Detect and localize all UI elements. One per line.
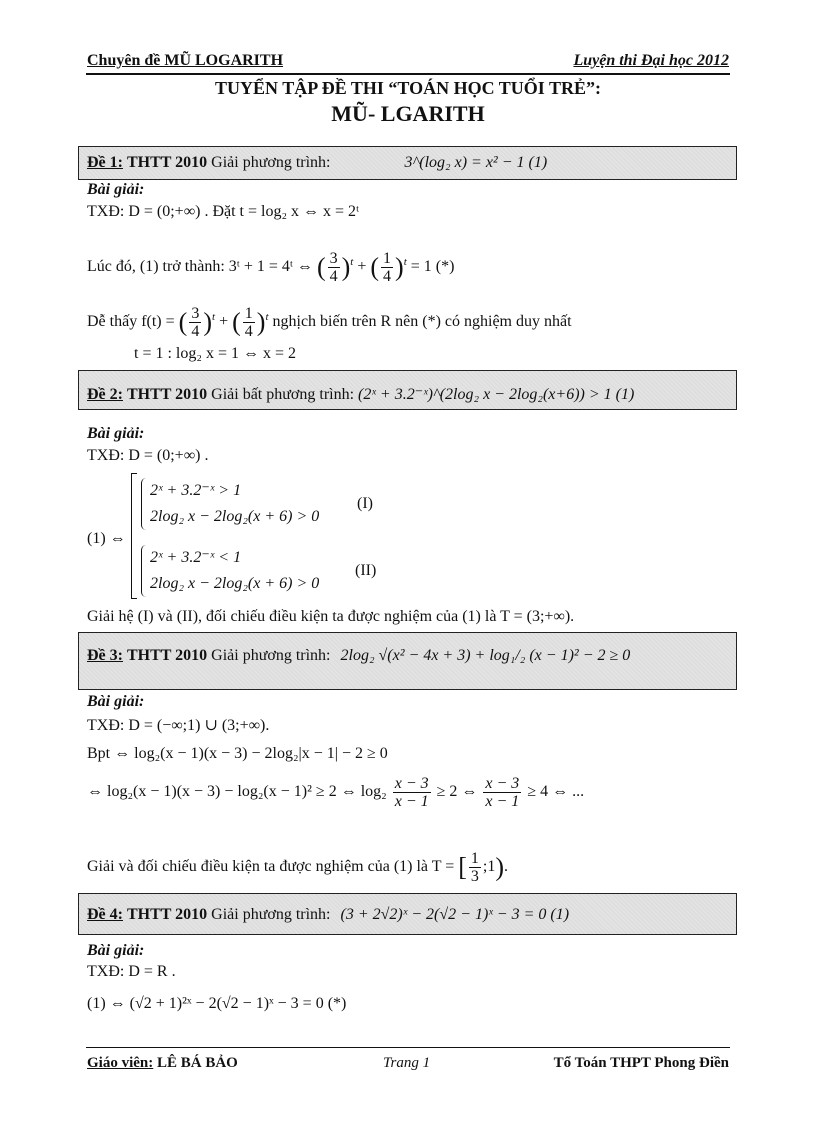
page-subtitle: MŨ- LGARITH: [331, 101, 485, 126]
frac-num: 1: [470, 850, 479, 867]
frac-den: 3: [470, 868, 479, 885]
solution-2-label: Bài giải:: [87, 425, 145, 442]
solution-1-line-3-end: nghịch biến trên R nên (*) có nghiệm duy nhất: [272, 313, 572, 331]
problem-2-equation: (2ˣ + 3.2⁻ˣ)^(2log₂ x − 2log₂(x+6)) > 1 (1): [358, 386, 635, 403]
solution-1-line-2-end: = 1 (*): [410, 258, 455, 276]
page-number: Trang 1: [383, 1055, 431, 1071]
solution-2-bracket: [131, 473, 132, 599]
problem-2-label: Đề 2:: [87, 386, 123, 403]
frac-three-quarters: [189, 305, 201, 340]
system-2-eq-1: 2ˣ + 3.2⁻ˣ < 1: [150, 549, 242, 566]
solution-1-line-2: Lúc đó, (1) trở thành: 3ᵗ + 1 = 4ᵗ ⇔ ( $\frac{3}{4}$ )$^t$ + ( $\frac{1}{4}$ )$^t$ = 1 (*): [87, 250, 455, 285]
frac-one-quarter: [381, 250, 393, 285]
paren-close: ): [395, 252, 404, 282]
solution-1-line-3-text: Dễ thấy f(t) =: [87, 313, 175, 331]
solution-3-line-1: TXĐ: D = (−∞;1) ∪ (3;+∞).: [87, 717, 270, 734]
solution-4-line-1: TXĐ: D = R .: [87, 963, 176, 980]
paren-open: (: [316, 252, 326, 282]
solution-3-conclusion: Giải và đối chiếu điều kiện ta được nghiệm của (1) là T = [ $\frac{1}{3}$ ;1).: [87, 850, 509, 885]
footer-teacher-name: LÊ BÁ BẢO: [157, 1055, 238, 1071]
paren-open: (: [178, 307, 188, 337]
problem-2-box: [78, 370, 737, 410]
problem-1-box: [78, 146, 737, 180]
bracket-bottom: [131, 598, 137, 599]
frac-log-ratio: [393, 775, 431, 810]
solution-3-conclusion-text: Giải và đối chiếu điều kiện ta được nghiệm của (1) là T =: [87, 858, 455, 876]
bracket-open: [: [458, 852, 467, 882]
bracket-top: [131, 473, 137, 474]
paren-close: ): [341, 252, 351, 282]
frac-num: x − 3: [485, 775, 520, 792]
system-2-brace: [141, 545, 146, 597]
problem-1-source: THTT 2010: [126, 154, 208, 171]
solution-2-conclusion: Giải hệ (I) và (II), đối chiếu điều kiện ta được nghiệm của (1) là T = (3;+∞).: [87, 608, 575, 625]
problem-4-equation: (3 + 2√2)ˣ − 2(√2 − 1)ˣ − 3 = 0 (1): [340, 906, 570, 923]
problem-1-label: Đề 1:: [87, 154, 123, 171]
problem-2-task: Giải bất phương trình:: [211, 386, 355, 403]
solution-1-label: Bài giải:: [87, 181, 145, 198]
problem-3-label: Đề 3:: [87, 647, 123, 664]
solution-4-label: Bài giải:: [87, 942, 145, 959]
footer-school: Tổ Toán THPT Phong Điền: [553, 1055, 729, 1071]
frac-den: 4: [329, 268, 338, 285]
frac-den: 4: [244, 323, 253, 340]
problem-3-task: Giải phương trình:: [211, 647, 331, 664]
paren-open: (: [370, 252, 380, 282]
system-1-label: (I): [357, 495, 373, 512]
frac-one-quarter: [243, 305, 255, 340]
frac-three-quarters: [328, 250, 340, 285]
solution-1-line-2-text: Lúc đó, (1) trở thành: 3ᵗ + 1 = 4ᵗ ⇔: [87, 258, 313, 276]
problem-4-box: [78, 893, 737, 935]
frac-den: 4: [191, 323, 200, 340]
frac-ratio: [483, 775, 521, 810]
solution-3-line-3: [87, 775, 584, 810]
problem-3-box: [78, 632, 737, 690]
problem-3-equation: 2log₂ √(x² − 4x + 3) + log₁/₂ (x − 1)² − 2 ≥ 0: [340, 647, 631, 664]
frac-num: x − 3: [394, 775, 429, 792]
solution-1-line-4: t = 1 : log₂ x = 1 ⇔ x = 2: [134, 345, 296, 362]
problem-4-source: THTT 2010: [126, 906, 208, 923]
solution-3-line-3-mid: ≥ 2 ⇔: [436, 783, 478, 801]
footer-teacher-label: Giáo viên:: [87, 1055, 154, 1071]
frac-den: 4: [383, 268, 392, 285]
solution-2-line-1: TXĐ: D = (0;+∞) .: [87, 447, 209, 464]
solution-1-line-1: TXĐ: D = (0;+∞) . Đặt t = log₂ x ⇔ x = 2ᵗ: [87, 203, 360, 220]
frac-den: x − 1: [485, 793, 520, 810]
system-2-label: (II): [355, 562, 377, 579]
problem-4-task: Giải phương trình:: [211, 906, 331, 923]
footer-teacher: [87, 1055, 238, 1072]
solution-3-line-3-end: ≥ 4 ⇔ ...: [527, 783, 585, 801]
system-1-eq-1: 2ˣ + 3.2⁻ˣ > 1: [150, 482, 242, 499]
problem-1-equation: 3^(log₂ x) = x² − 1 (1): [404, 154, 548, 171]
frac-num: 3: [329, 250, 338, 267]
solution-3-line-3-text: ⇔ log₂(x − 1)(x − 3) − log₂(x − 1)² ≥ 2 ⇔ log₂: [87, 783, 387, 801]
solution-3-line-2: Bpt ⇔ log₂(x − 1)(x − 3) − 2log₂|x − 1| − 2 ≥ 0: [87, 745, 388, 762]
frac-one-third: [469, 850, 481, 885]
page-title: TUYỂN TẬP ĐỀ THI “TOÁN HỌC TUỔI TRẺ”:: [215, 78, 601, 98]
solution-4-line-2: (1) ⇔ (√2 + 1)²ˣ − 2(√2 − 1)ˣ − 3 = 0 (*): [87, 995, 347, 1012]
system-1-brace: [141, 478, 146, 530]
paren-open: (: [232, 307, 241, 337]
problem-2-source: THTT 2010: [126, 386, 208, 403]
header-right: Luyện thi Đại học 2012: [573, 52, 729, 69]
problem-1-task: Giải phương trình:: [211, 154, 331, 171]
footer-divider: [86, 1047, 730, 1048]
frac-num: 3: [191, 305, 200, 322]
header-left: Chuyên đề MŨ LOGARITH: [87, 52, 284, 69]
frac-den: x − 1: [394, 793, 429, 810]
system-1-eq-2: 2log₂ x − 2log₂(x + 6) > 0: [150, 508, 320, 525]
interval-end: ;1: [482, 858, 496, 876]
frac-num: 1: [383, 250, 392, 267]
problem-3-source: THTT 2010: [126, 647, 208, 664]
paren-close: ): [256, 307, 266, 337]
solution-1-line-3: Dễ thấy f(t) = ( $\frac{3}{4}$ )$^t$ + ( $\frac{1}{4}$ )$^t$ nghịch biến trên R nên (*) có nghiệm duy nhất: [87, 305, 572, 340]
solution-2-equiv: (1) ⇔: [87, 530, 126, 547]
problem-4-label: Đề 4:: [87, 906, 123, 923]
header-divider: [86, 73, 730, 75]
solution-3-label: Bài giải:: [87, 693, 145, 710]
frac-num: 1: [244, 305, 253, 322]
paren-close: ): [203, 307, 212, 337]
system-2-eq-2: 2log₂ x − 2log₂(x + 6) > 0: [150, 575, 320, 592]
paren-close: ): [495, 852, 505, 882]
